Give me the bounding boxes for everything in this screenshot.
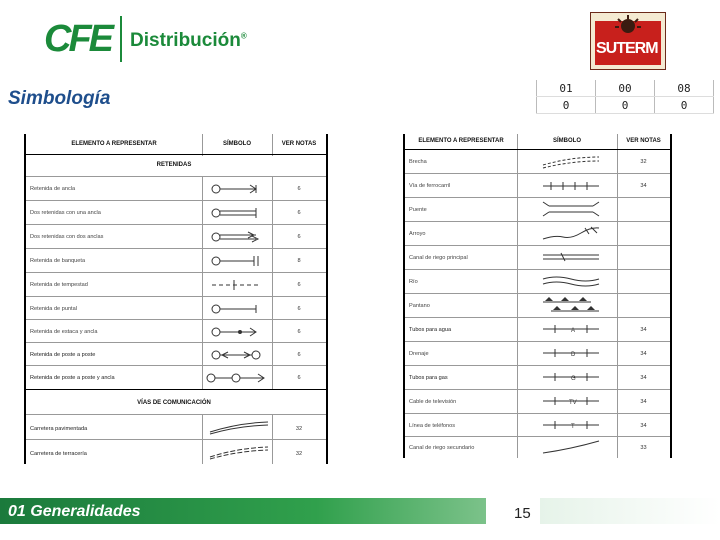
grid-cell: 00 [596,80,655,97]
header-element: ELEMENTO A REPRESENTAR [71,141,157,147]
table-row [405,413,670,436]
stake-anchor-icon [210,325,264,339]
footer-section-label: 01 Generalidades [8,503,141,520]
table-row [405,317,670,341]
row-label: Canal de riego principal [409,255,468,261]
grid-cell: 0 [596,97,655,114]
footer-bar-right [540,498,720,524]
row-note: 6 [297,329,301,335]
table-row [26,439,326,464]
row-label: Tubos para agua [409,327,452,333]
row-label: Vía de ferrocarril [409,183,451,189]
cfe-logo-text: CFE [44,18,111,60]
double-guy-icon [210,206,264,220]
row-note: 34 [640,327,647,333]
left-symbol-table [24,134,328,464]
header-symbol: SÍMBOLO [553,138,581,144]
grid-cell: 0 [537,97,596,114]
table-row [26,414,326,439]
row-label: Retenida de estaca y ancla [30,329,98,335]
row-label: Pantano [409,303,430,309]
storm-guy-icon [210,278,264,292]
table-row [405,149,670,173]
table-row [405,389,670,413]
paved-road-icon [208,419,270,435]
river-icon [541,273,601,289]
code-grid [536,80,714,114]
suterm-logo [590,12,666,70]
table-row [26,319,326,342]
table-row [26,272,326,296]
table-row [26,200,326,224]
row-note: 32 [295,426,303,432]
section-retenidas: RETENIDAS [156,162,192,168]
svg-text:T: T [571,424,575,430]
row-label: Puente [409,207,427,213]
row-note: 6 [297,306,301,312]
svg-text:G: G [571,376,576,382]
row-label: Canal de riego secundario [409,445,475,451]
grid-cell: 0 [655,97,714,114]
row-label: Retenida de puntal [30,306,77,312]
double-anchor-icon [210,230,264,244]
row-label: Carretera de terracería [30,451,87,457]
table-row [26,296,326,319]
railway-icon [541,177,601,193]
row-note: 34 [640,399,647,405]
row-label: Cable de televisión [409,399,457,405]
row-note: 6 [297,234,301,240]
table-row [405,221,670,245]
row-label: Río [409,279,418,285]
suterm-logo-text: SUTERM [596,40,658,57]
header-notes: VER NOTAS [626,138,661,144]
row-note: 34 [640,183,647,189]
secondary-canal-icon [541,439,601,455]
svg-text:A: A [571,328,576,334]
table-row [405,436,670,458]
stream-icon [541,225,601,241]
row-note: 6 [297,375,301,381]
header-notes: VER NOTAS [281,141,317,147]
main-canal-icon [541,249,601,265]
row-note: 33 [640,445,647,451]
bridge-icon [541,201,601,217]
row-label: Retenida de poste a poste [30,352,96,358]
page-number: 15 [514,505,531,522]
row-label: Arroyo [409,231,426,237]
row-note: 6 [297,186,301,192]
page-title: Simbología [8,88,111,109]
phone-line-icon [541,417,601,433]
table-row [26,342,326,365]
anchor-guy-icon [210,182,264,196]
row-label: Dos retenidas con una ancla [30,210,101,216]
table-row [405,293,670,317]
row-label: Dos retenidas con dos anclas [30,234,104,240]
row-note: 32 [295,451,303,457]
table-row [26,365,326,389]
row-note: 6 [297,210,301,216]
table-row [405,365,670,389]
row-note: 8 [297,258,301,264]
table-row [405,269,670,293]
logo-divider [120,16,122,62]
svg-text:D: D [571,352,576,358]
cfe-logo-subtitle: Distribución® [130,30,247,51]
row-label: Drenaje [409,351,429,357]
row-label: Carretera pavimentada [30,426,88,432]
grid-cell: 08 [655,80,714,97]
table-row [26,248,326,272]
drainage-icon [541,345,601,361]
row-label: Retenida de poste a poste y ancla [30,375,115,381]
table-row [405,341,670,365]
table-row [405,173,670,197]
pole-to-pole-icon [210,348,264,362]
row-label: Línea de teléfonos [409,423,456,429]
swamp-icon [541,295,601,315]
tv-cable-icon [541,393,601,409]
row-label: Tubos para gas [409,375,448,381]
table-row [26,224,326,248]
row-label: Retenida de tempestad [30,282,88,288]
row-note: 6 [297,282,301,288]
sidewalk-guy-icon [210,254,264,268]
table-row [26,176,326,200]
strut-guy-icon [210,302,264,316]
row-label: Brecha [409,159,427,165]
cfe-logo [44,14,247,66]
grid-cell: 01 [537,80,596,97]
dirt-road-icon [208,444,270,460]
pole-pole-anchor-icon [206,371,268,385]
row-note: 32 [640,159,647,165]
row-label: Retenida de banqueta [30,258,86,264]
trail-icon [541,153,601,169]
table-row [405,197,670,221]
header-symbol: SÍMBOLO [223,141,251,147]
header-element: ELEMENTO A REPRESENTAR [418,138,504,144]
row-note: 34 [640,375,647,381]
table-row [405,245,670,269]
gas-pipe-icon [541,369,601,385]
section-vias: VÍAS DE COMUNICACIÓN [137,400,211,406]
row-note: 34 [640,423,647,429]
row-note: 6 [297,352,301,358]
svg-text:TV: TV [569,400,577,406]
row-note: 34 [640,351,647,357]
water-pipe-icon [541,321,601,337]
right-symbol-table [403,134,672,458]
row-label: Retenida de ancla [30,186,76,192]
